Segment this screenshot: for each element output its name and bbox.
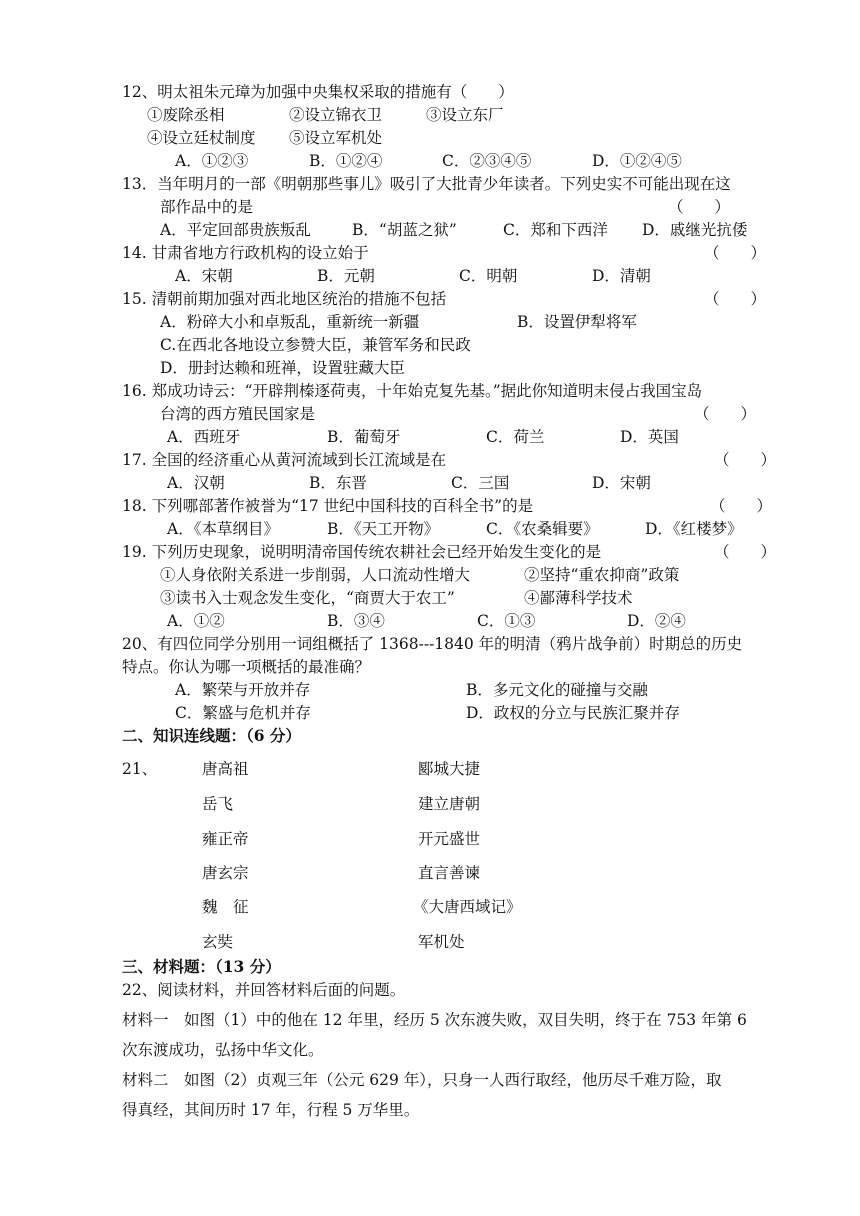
question-21-number: 21、 (122, 760, 158, 778)
question-22-stem: 22、阅读材料，并回答材料后面的问题。 (122, 981, 406, 999)
q14-stem: 14. 甘肃省地方行政机构的设立始于 (122, 244, 369, 262)
q15-stem: 15. 清朝前期加强对西北地区统治的措施不包括 (122, 290, 447, 308)
match-left-item: 岳飞 (202, 795, 234, 813)
q17-choice-d: D．宋朝 (592, 474, 651, 492)
q14-choice-d: D．清朝 (592, 267, 651, 285)
q19-option-2: ②坚持“重农抑商”政策 (524, 566, 680, 584)
material-2-line2: 得真经，其间历时 17 年，行程 5 万华里。 (122, 1101, 420, 1119)
q17-answer-paren: （ ） (714, 451, 777, 469)
q12-stem: 12、明太祖朱元璋为加强中央集权采取的措施有（ ） (122, 83, 514, 101)
material-2-line1: 材料二 如图（2）贞观三年（公元 629 年），只身一人西行取经，他历尽千难万险，取 (122, 1071, 722, 1089)
q14-choice-b: B．元朝 (317, 267, 375, 285)
q13-answer-paren: （ ） (668, 198, 731, 216)
q16-choice-b: B．葡萄牙 (327, 428, 401, 446)
q17-stem: 17. 全国的经济重心从黄河流域到长江流域是在 (122, 451, 447, 469)
q20-choice-b: B．多元文化的碰撞与交融 (466, 681, 648, 699)
match-right-item: 《大唐西域记》 (413, 898, 522, 916)
q17-choice-a: A．汉朝 (167, 474, 225, 492)
q14-answer-paren: （ ） (704, 244, 767, 262)
section3-heading: 三、材料题：（13 分） (122, 957, 281, 976)
match-right-item: 军机处 (418, 933, 465, 951)
q16-choice-d: D．英国 (620, 428, 679, 446)
match-right-item: 建立唐朝 (418, 795, 481, 813)
q19-choice-a: A．①② (167, 612, 225, 630)
q18-choice-a: A．《本草纲目》 (167, 520, 279, 538)
q17-choice-b: B．东晋 (309, 474, 367, 492)
q18-choice-c: C．《农桑辑要》 (486, 520, 599, 538)
q19-choice-d: D．②④ (627, 612, 686, 630)
match-left-item: 雍正帝 (202, 830, 249, 848)
q19-option-1: ①人身依附关系进一步削弱，人口流动性增大 (160, 566, 471, 584)
q14-choice-a: A．宋朝 (175, 267, 233, 285)
match-left-item: 玄奘 (202, 933, 234, 951)
q13-choice-a: A．平定回部贵族叛乱 (160, 221, 311, 239)
material-1-line2: 次东渡成功，弘扬中华文化。 (122, 1041, 324, 1059)
q13-choice-b: B．“胡蓝之狱” (352, 221, 457, 239)
q19-stem: 19. 下列历史现象，说明明清帝国传统农耕社会已经开始发生变化的是 (122, 543, 602, 561)
q12-choice-c: C．②③④⑤ (442, 152, 532, 170)
q17-choice-c: C．三国 (451, 474, 510, 492)
match-left-item: 唐高祖 (202, 760, 249, 778)
q15-answer-paren: （ ） (704, 290, 767, 308)
q16-stem-line1: 16. 郑成功诗云：“开辟荆榛逐荷夷，十年始克复先基。”据此你知道明末侵占我国宝岛 (122, 382, 703, 400)
q19-option-3: ③读书入士观念发生变化，“商贾大于农工” (160, 589, 455, 607)
q13-choice-c: C．郑和下西洋 (503, 221, 608, 239)
q13-stem-line1: 13．当年明月的一部《明朝那些事儿》吸引了大批青少年读者。下列史实不可能出现在这 (122, 175, 731, 193)
q18-choice-b: B．《天工开物》 (327, 520, 440, 538)
match-right-item: 直言善谏 (418, 864, 481, 882)
q16-stem-line2: 台湾的西方殖民国家是 (160, 405, 316, 423)
q18-answer-paren: （ ） (710, 497, 773, 515)
q12-choice-b: B．①②④ (309, 152, 383, 170)
q12-choice-a: A．①②③ (175, 152, 249, 170)
q19-option-4: ④鄙薄科学技术 (524, 589, 633, 607)
q13-stem-line2: 部作品中的是 (160, 198, 254, 216)
q15-choice-d: D．册封达赖和班禅，设置驻藏大臣 (160, 359, 405, 377)
q20-choice-d: D．政权的分立与民族汇聚并存 (466, 704, 680, 722)
q14-choice-c: C．明朝 (459, 267, 518, 285)
q19-choice-c: C．①③ (477, 612, 536, 630)
q18-stem: 18. 下列哪部著作被誉为“17 世纪中国科技的百科全书”的是 (122, 497, 534, 515)
q12-option-5: ⑤设立军机处 (289, 129, 383, 147)
match-left-item: 魏 征 (202, 898, 249, 916)
q12-option-2: ②设立锦衣卫 (289, 106, 383, 124)
q12-option-4: ④设立廷杖制度 (147, 129, 256, 147)
material-1-line1: 材料一 如图（1）中的他在 12 年里，经历 5 次东渡失败，双目失明，终于在 753 年第 6 (122, 1011, 747, 1029)
q19-answer-paren: （ ） (714, 543, 777, 561)
match-right-item: 开元盛世 (418, 830, 481, 848)
q15-choice-b: B．设置伊犁将军 (517, 313, 637, 331)
q19-choice-b: B．③④ (327, 612, 385, 630)
q15-choice-a: A．粉碎大小和卓叛乱，重新统一新疆 (160, 313, 420, 331)
q20-choice-c: C．繁盛与危机并存 (175, 704, 311, 722)
q16-choice-c: C．荷兰 (486, 428, 545, 446)
q16-choice-a: A．西班牙 (167, 428, 241, 446)
q12-choice-d: D．①②④⑤ (592, 152, 682, 170)
q13-choice-d: D．戚继光抗倭 (642, 221, 748, 239)
q16-answer-paren: （ ） (694, 405, 757, 423)
q12-option-1: ①废除丞相 (147, 106, 225, 124)
section2-heading: 二、知识连线题：（6 分） (122, 726, 301, 745)
q20-stem-line2: 特点。你认为哪一项概括的最准确？ (122, 658, 371, 676)
q15-choice-c: C.在西北各地设立参赞大臣，兼管军务和民政 (160, 336, 471, 354)
q12-option-3: ③设立东厂 (426, 106, 504, 124)
q20-stem-line1: 20、有四位同学分别用一词组概括了 1368---1840 年的明清（鸦片战争前）时期总的历史 (122, 635, 743, 653)
match-left-item: 唐玄宗 (202, 864, 249, 882)
q18-choice-d: D．《红楼梦》 (645, 520, 743, 538)
match-right-item: 郾城大捷 (418, 760, 481, 778)
q20-choice-a: A．繁荣与开放并存 (175, 681, 311, 699)
